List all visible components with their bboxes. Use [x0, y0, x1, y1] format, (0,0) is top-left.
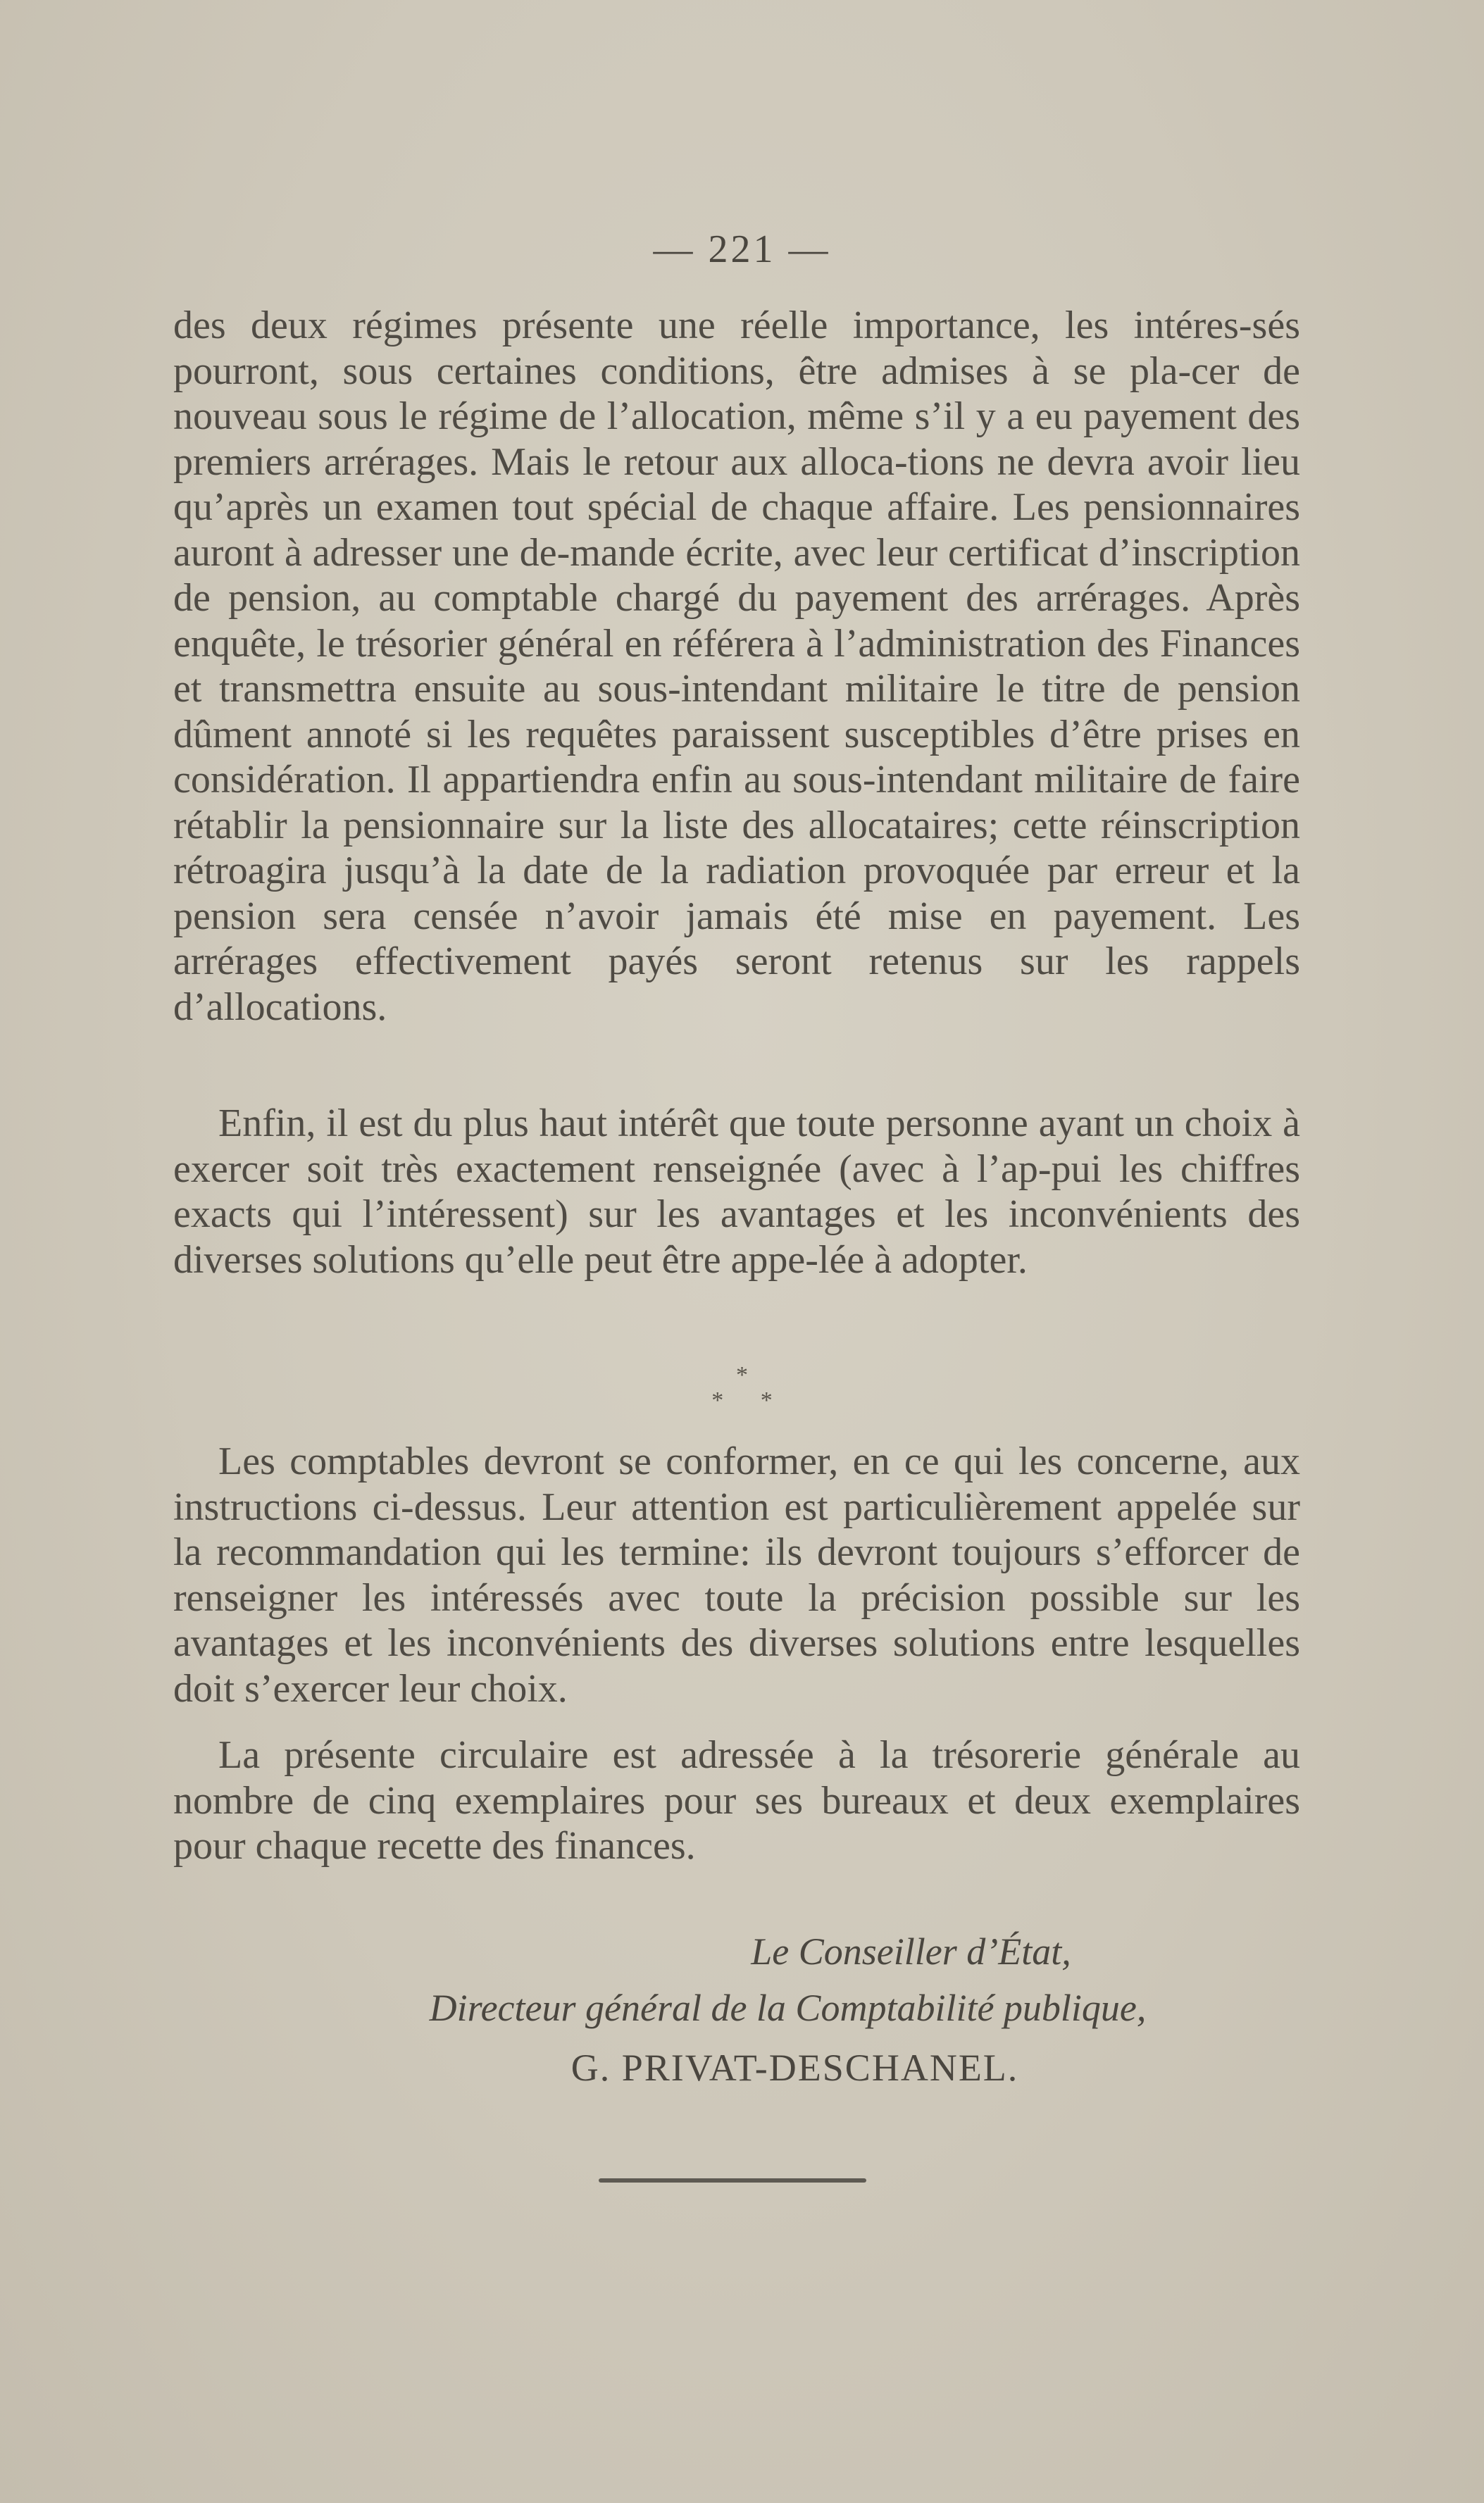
paragraph-1 [173, 303, 1300, 1030]
asterism-divider [0, 1363, 1484, 1413]
paragraph-text: Les comptables devront se conformer, en ce qui les concerne, aux instructions ci-dessus. Leur attention est particulièrement appelée sur la recommandation qui les termine: ils devront toujours s’efforcer de renseigner les intéressés avec toute la précision possible sur les avantages et les inconvénients des diverses solutions entre lesquelles doit s’exercer leur choix. [173, 1440, 1300, 1711]
paragraph-text: La présente circulaire est adressée à la trésorerie générale au nombre de cinq exemplaires pour ses bureaux et deux exemplaires pour chaque recette des finances. [173, 1733, 1300, 1868]
asterism-row-2: * * [711, 1387, 788, 1413]
paragraph-text: des deux régimes présente une réelle importance, les intéres-sés pourront, sous certaines conditions, être admises à se pla-cer de nouveau sous le régime de l’allocation, même s’il y a eu payement des premiers arrérages. Mais le retour aux alloca-tions ne devra avoir lieu qu’après un examen tout spécial de chaque affaire. Les pensionnaires auront à adresser une de-mande écrite, avec leur certificat d’inscription de pension, au comptable chargé du payement des arrérages. Après enquête, le trésorier général en référera à l’administration des Finances et transmettra ensuite au sous-intendant militaire le titre de pension dûment annoté si les requêtes paraissent susceptibles d’être prises en considération. Il appartiendra enfin au sous-intendant militaire de faire rétablir la pensionnaire sur la liste des allocataires; cette réinscription rétroagira jusqu’à la date de la radiation provoquée par erreur et la pension sera censée n’avoir jamais été mise en payement. Les arrérages effectivement payés seront retenus sur les rappels d’allocations. [173, 304, 1300, 1029]
page-number: — 221 — [653, 227, 831, 271]
signature-title-line-2: Directeur général de la Comptabilité publique, [429, 1987, 1147, 2029]
signature-name: G. PRIVAT-DESCHANEL. [570, 2047, 1019, 2089]
paragraph-2 [173, 1101, 1300, 1282]
paragraph-4 [173, 1733, 1300, 1869]
paragraph-text: Enfin, il est du plus haut intérêt que toute personne ayant un choix à exercer soit très exactement renseignée (avec à l’ap-pui les chiffres exacts qui l’intéressent) sur les avantages et les inconvénients des diverses solutions qu’elle peut être appe-lée à adopter. [173, 1101, 1300, 1282]
asterism-row-1: * [736, 1362, 748, 1388]
signature-title-line-1: Le Conseiller d’État, [751, 1930, 1071, 1973]
paragraph-3 [173, 1439, 1300, 1711]
closing-rule [599, 2178, 866, 2183]
